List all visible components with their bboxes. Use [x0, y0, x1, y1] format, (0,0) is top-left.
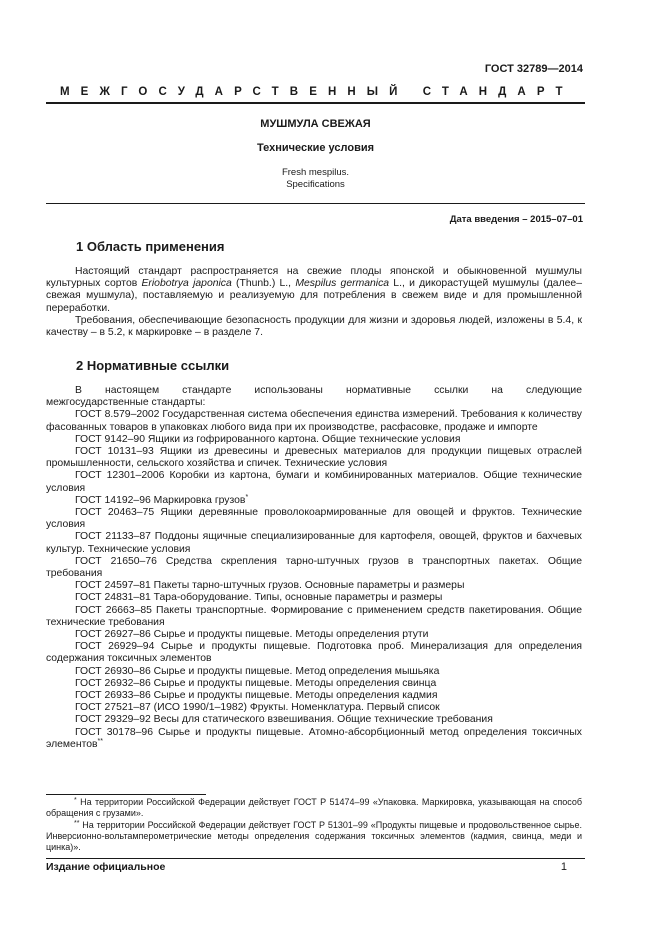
- section-2-heading: 2 Нормативные ссылки: [76, 358, 230, 373]
- footnote-2-mark: **: [74, 819, 80, 827]
- footnote-1-mark: *: [74, 797, 77, 804]
- scope-text-e: L., и дикорастущей мушмулы (далее– свежая мушмула), поставляемую и реализуемую для потребления в свежем виде и для промышленной переработки.: [46, 278, 582, 314]
- safety-paragraph: Требования, обеспечивающие безопасность продукции для жизни и здоровья людей, изложены в 5.4, к качеству – в 5.2, к маркировке – в разделе 7.: [46, 314, 582, 339]
- reference-item: [46, 446, 582, 470]
- title-divider: [46, 203, 585, 204]
- species-japonica: Eriobotrya japonica: [141, 278, 232, 290]
- reference-item: [46, 678, 582, 690]
- reference-text: ГОСТ 26932–86 Сырье и продукты пищевые. Методы определения свинца: [75, 677, 437, 689]
- reference-text: ГОСТ 10131–93 Ящики из древесины и древесных материалов для продукции пищевых отраслей промышленности, сельского хозяйства и спичек. Технические условия: [46, 446, 582, 470]
- reference-item: [46, 409, 582, 433]
- reference-text: ГОСТ 9142–90 Ящики из гофрированного картона. Общие технические условия: [75, 433, 461, 445]
- footnote-marker: **: [97, 737, 103, 745]
- reference-text: ГОСТ 26663–85 Пакеты транспортные. Формирование с применением средств пакетирования. Общие технические требования: [46, 604, 582, 628]
- references-lead-cont: межгосударственные стандарты:: [46, 397, 206, 409]
- english-title: Fresh mespilus.: [281, 167, 350, 178]
- species-germanica: Mespilus germanica: [295, 278, 390, 290]
- footnote-1: [46, 797, 582, 820]
- reference-item: [46, 495, 582, 507]
- section-2-body: [46, 385, 582, 751]
- reference-text: ГОСТ 21650–76 Средства скрепления тарно-штучных грузов в транспортных пакетах. Общие требования: [46, 555, 582, 580]
- reference-text: ГОСТ 21133–87 Поддоны ящичные специализированные для картофеля, овощей, фруктов и бахчевых культур. Технические условия: [46, 531, 582, 555]
- reference-item: [46, 592, 582, 604]
- footnote-2-text: На территории Российской Федерации действует ГОСТ Р 51301–99 «Продукты пищевые и продовольственное сырье. Инверсионно-вольтамперометрические методы определения содержания токсичных элементов (кадмия, свинца, меди и цинка)».: [46, 819, 582, 853]
- scope-text-c: (Thunb.) L.,: [231, 278, 296, 290]
- reference-text: ГОСТ 26930–86 Сырье и продукты пищевые. Метод определения мышьяка: [75, 665, 440, 677]
- reference-item: [46, 556, 582, 580]
- footnote-divider: [46, 794, 206, 795]
- section-1-heading: 1 Область применения: [76, 239, 225, 254]
- reference-text: ГОСТ 27521–87 (ИСО 1990/1–1982) Фрукты. Номенклатура. Первый список: [75, 702, 440, 714]
- scope-text-a: Настоящий стандарт распространяется на свежие плоды японской и обыкновенной мушмулы культурных сортов: [46, 266, 582, 290]
- reference-text: ГОСТ 26933–86 Сырье и продукты пищевые. Методы определения кадмия: [75, 690, 438, 702]
- reference-text: ГОСТ 24831–81 Тара-оборудование. Типы, основные параметры и размеры: [75, 592, 443, 604]
- reference-text: ГОСТ 14192–96 Маркировка грузов: [75, 494, 246, 506]
- header-divider: [46, 102, 585, 104]
- reference-text: ГОСТ 30178–96 Сырье и продукты пищевые. Атомно-абсорбционный метод определения токсичных элементов: [46, 726, 582, 750]
- footer-divider: [46, 858, 585, 859]
- reference-item: [46, 629, 582, 641]
- page-number: 1: [560, 861, 567, 873]
- reference-item: [46, 641, 582, 665]
- reference-text: ГОСТ 12301–2006 Коробки из картона, бумаги и комбинированных материалов. Общие технические условия: [46, 470, 582, 494]
- footnote-1-text: На территории Российской Федерации действует ГОСТ Р 51474–99 «Упаковка. Маркировка, указывающая на способ обращения с грузами».: [46, 797, 582, 819]
- reference-item: [46, 605, 582, 629]
- reference-text: ГОСТ 20463–75 Ящики деревянные проволокоармированные для овощей и фруктов. Технические условия: [46, 507, 582, 531]
- reference-item: [46, 702, 582, 714]
- english-title-block: [46, 167, 585, 191]
- reference-item: [46, 714, 582, 726]
- reference-item: [46, 434, 582, 446]
- footnote-marker: *: [245, 493, 249, 501]
- scope-paragraph: [46, 266, 582, 315]
- edition-label: Издание официальное: [46, 861, 166, 873]
- standard-title: МУШМУЛА СВЕЖАЯ: [260, 118, 371, 130]
- references-list: [46, 409, 582, 751]
- reference-item: [46, 470, 582, 494]
- reference-text: ГОСТ 26929–94 Сырье и продукты пищевые. Подготовка проб. Минерализация для определения содержания токсичных элементов: [46, 641, 582, 665]
- footnotes: [46, 797, 582, 853]
- references-lead: В настоящем стандарте использованы нормативные ссылки на следующие: [75, 385, 582, 396]
- reference-text: ГОСТ 26927–86 Сырье и продукты пищевые. Методы определения ртути: [75, 629, 429, 641]
- reference-item: [46, 666, 582, 678]
- reference-text: ГОСТ 29329–92 Весы для статического взвешивания. Общие технические требования: [75, 714, 493, 726]
- reference-text: ГОСТ 24597–81 Пакеты тарно-штучных грузов. Основные параметры и размеры: [75, 580, 465, 592]
- footnote-2: [46, 820, 582, 854]
- reference-item: [46, 580, 582, 592]
- interstate-standard-banner: МЕЖГОСУДАРСТВЕННЫЙ СТАНДАРТ: [60, 86, 574, 98]
- introduction-date: Дата введения – 2015–07–01: [449, 214, 583, 225]
- reference-item: [46, 507, 582, 531]
- section-1-body: [46, 266, 582, 339]
- document-number: ГОСТ 32789—2014: [484, 63, 583, 75]
- reference-text: ГОСТ 8.579–2002 Государственная система обеспечения единства измерений. Требования к количеству фасованных товаров в упаковках любого вида при их производстве, расфасовке, продаже и импорте: [46, 409, 582, 433]
- english-subtitle: Specifications: [286, 179, 345, 190]
- reference-item: [46, 727, 582, 751]
- reference-item: [46, 531, 582, 555]
- reference-item: [46, 690, 582, 702]
- standard-subtitle: Технические условия: [256, 142, 375, 154]
